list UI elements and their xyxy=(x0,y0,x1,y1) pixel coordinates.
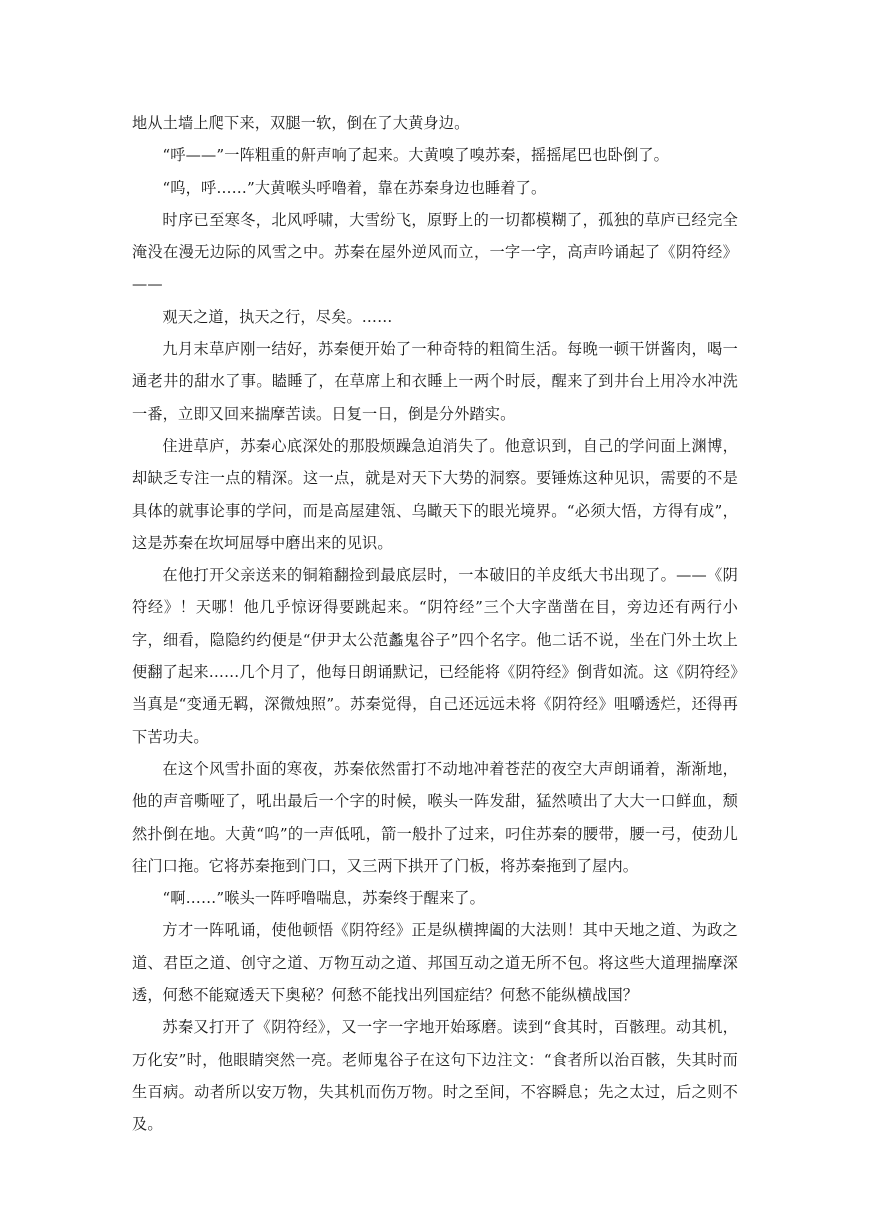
paragraph-winter: 时序已至寒冬，北风呼啸，大雪纷飞，原野上的一切都模糊了，孤独的草庐已经完全淹没在漫无边际的风雪之中。苏秦在屋外逆风而立，一字一字，高声吟诵起了《阴符经》—— xyxy=(132,210,738,294)
paragraph-snowy-night: 在这个风雪扑面的寒夜，苏秦依然雷打不动地冲着苍茫的夜空大声朗诵着，渐渐地，他的声音嘶哑了，吼出最后一个字的时候，喉头一阵发甜，猛然喷出了大大一口鲜血，颓然扑倒在地。大黄“呜”的一声低吼，箭一般扑了过来，叼住苏秦的腰带，腰一弓，使劲儿往门口拖。它将苏秦拖到门口，又三两下拱开了门板，将苏秦拖到了屋内。 xyxy=(132,759,738,875)
document-body xyxy=(132,107,738,1141)
paragraph-enlightenment: 方才一阵吼诵，使他顿悟《阴符经》正是纵横捭阖的大法则！其中天地之道、为政之道、君臣之道、创守之道、万物互动之道、邦国互动之道无所不包。将这些大道理揣摩深透，何愁不能窥透天下奥秘？何愁不能找出列国症结？何愁不能纵横战国？ xyxy=(132,921,738,1005)
paragraph-simple-life: 九月末草庐刚一结好，苏秦便开始了一种奇特的粗简生活。每晚一顿干饼酱肉，喝一通老井的甜水了事。瞌睡了，在草席上和衣睡上一两个时辰，醒来了到井台上用冷水冲洗一番，立即又回来揣摩苦读。日复一日，倒是分外踏实。 xyxy=(132,340,738,423)
paragraph-yinfujing-quote: 观天之道，执天之行，尽矣。…… xyxy=(162,307,393,326)
paragraph-continuation: 地从土墙上爬下来，双腿一软，倒在了大黄身边。 xyxy=(132,114,470,132)
paragraph-snore: “呼——”一阵粗重的鼾声响了起来。大黄嗅了嗅苏秦，摇摇尾巴也卧倒了。 xyxy=(162,146,670,165)
paragraph-insight: 住进草庐，苏秦心底深处的那股烦躁急迫消失了。他意识到，自己的学问面上渊博，却缺乏专注一点的精深。这一点，就是对天下大势的洞察。要锤炼这种见识，需要的不是具体的就事论事的学问，而是高屋建瓴、乌瞰天下的眼光境界。“必须大悟，方得有成”，这是苏秦在坎坷屈辱中磨出来的见识。 xyxy=(132,436,738,552)
paragraph-discovery: 在他打开父亲送来的铜箱翻捡到最底层时，一本破旧的羊皮纸大书出现了。——《阴符经》！天哪！他几乎惊讶得要跳起来。“阴符经”三个大字凿凿在目，旁边还有两行小字，细看，隐隐约约便是“伊尹太公范蠡鬼谷子”四个名字。他二话不说，坐在门外土坎上便翻了起来……几个月了，他每日朗诵默记，已经能将《阴符经》倒背如流。这《阴符经》当真是“变通无羁，深微烛照”。苏秦觉得，自己还远远未将《阴符经》咀嚼透烂，还得再下苦功夫。 xyxy=(132,566,738,746)
paragraph-dahuang-sleeps: “呜，呼……”大黄喉头呼噜着，靠在苏秦身边也睡着了。 xyxy=(162,178,547,197)
paragraph-awakens: “啊……”喉头一阵呼噜喘息，苏秦终于醒来了。 xyxy=(162,889,485,908)
paragraph-study: 苏秦又打开了《阴符经》，又一字一字地开始琢磨。读到“食其时，百骸理。动其机，万化安”时，他眼睛突然一亮。老师鬼谷子在这句下边注文：“食者所以治百骸，失其时而生百病。动者所以安万物，失其机而伤万物。时之至间，不容瞬息；先之太过，后之则不及。 xyxy=(132,1018,738,1134)
